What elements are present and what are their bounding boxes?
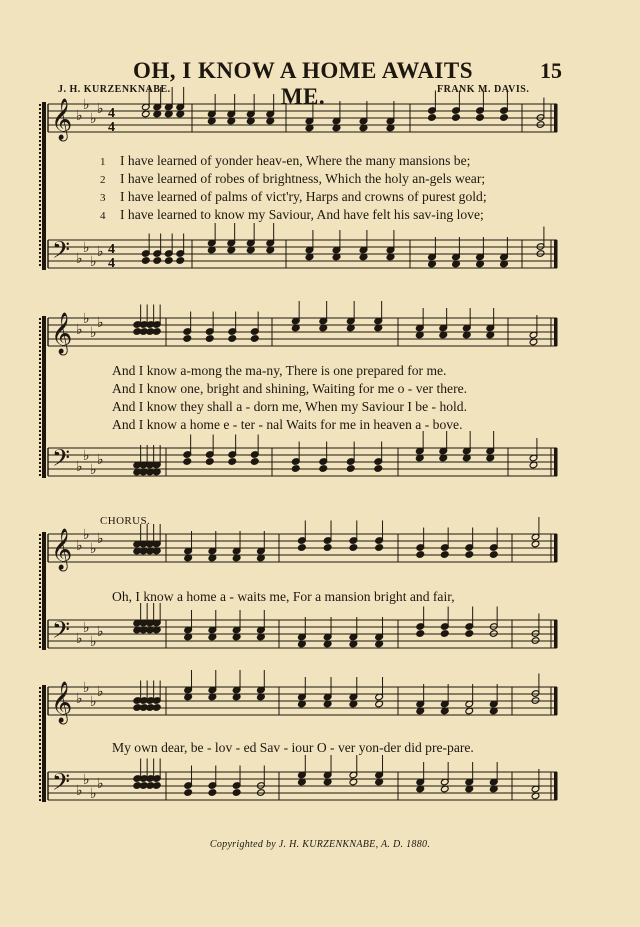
brace-ornament xyxy=(39,386,41,388)
flat-sign-icon: ♭ xyxy=(90,541,97,557)
brace-ornament xyxy=(39,474,41,476)
final-bar-line xyxy=(554,772,558,800)
brace-ornament xyxy=(39,791,41,793)
brace-ornament xyxy=(39,112,41,114)
brace-ornament xyxy=(39,184,41,186)
time-signature: 4 xyxy=(108,120,115,135)
chorus-line: My own dear, be - lov - ed Sav - iour O - ver yon-der did pre-pare. xyxy=(112,740,474,755)
flat-sign-icon: ♭ xyxy=(83,527,90,543)
brace-ornament xyxy=(39,799,41,801)
brace-ornament xyxy=(39,164,41,166)
brace-ornament xyxy=(39,168,41,170)
brace-ornament xyxy=(39,622,41,624)
note-head xyxy=(152,328,161,336)
note-head xyxy=(153,257,162,265)
brace-ornament xyxy=(39,204,41,206)
brace-ornament xyxy=(39,695,41,697)
brace-ornament xyxy=(39,719,41,721)
bass-clef-icon: 𝄢 xyxy=(52,616,71,649)
flat-sign-icon: ♭ xyxy=(97,101,104,117)
note-head xyxy=(465,630,474,638)
system-brace xyxy=(42,102,46,270)
note-head xyxy=(291,465,300,473)
note-head xyxy=(452,114,461,122)
brace-ornament xyxy=(39,342,41,344)
brace-ornament xyxy=(39,458,41,460)
note-head xyxy=(346,465,355,473)
brace-ornament xyxy=(39,156,41,158)
verse-line: And I know one, bright and shining, Waiting for me o - ver there. xyxy=(112,381,468,396)
bass-clef-icon: 𝄢 xyxy=(52,444,71,477)
flat-sign-icon: ♭ xyxy=(83,240,90,256)
note-head xyxy=(349,544,358,552)
time-signature: 4 xyxy=(108,256,115,271)
flat-sign-icon: ♭ xyxy=(76,631,83,647)
flat-sign-icon: ♭ xyxy=(97,684,104,700)
verse-line: And I know a-mong the ma-ny, There is one prepared for me. xyxy=(112,363,447,378)
brace-ornament xyxy=(39,618,41,620)
brace-ornament xyxy=(39,374,41,376)
brace-ornament xyxy=(39,550,41,552)
brace-ornament xyxy=(39,264,41,266)
brace-ornament xyxy=(39,414,41,416)
brace-ornament xyxy=(39,707,41,709)
brace-ornament xyxy=(39,438,41,440)
brace-ornament xyxy=(39,558,41,560)
brace-ornament xyxy=(39,346,41,348)
brace-ornament xyxy=(39,236,41,238)
brace-ornament xyxy=(39,394,41,396)
hymn-title: OH, I KNOW A HOME AWAITS ME. xyxy=(132,58,474,109)
note-head xyxy=(319,465,328,473)
note-head xyxy=(184,789,193,797)
brace-ornament xyxy=(39,546,41,548)
flat-sign-icon: ♭ xyxy=(90,325,97,341)
brace-ornament xyxy=(39,598,41,600)
final-bar-line xyxy=(554,104,558,132)
note-head xyxy=(500,114,509,122)
note-head xyxy=(323,544,332,552)
brace-ornament xyxy=(39,775,41,777)
note-head xyxy=(440,630,449,638)
brace-ornament xyxy=(39,116,41,118)
brace-ornament xyxy=(39,783,41,785)
note-head xyxy=(489,630,498,638)
brace-ornament xyxy=(39,422,41,424)
brace-ornament xyxy=(39,124,41,126)
flat-sign-icon: ♭ xyxy=(76,251,83,267)
brace-ornament xyxy=(39,638,41,640)
note-head xyxy=(152,704,161,712)
brace-ornament xyxy=(39,554,41,556)
brace-ornament xyxy=(39,446,41,448)
brace-ornament xyxy=(39,212,41,214)
brace-ornament xyxy=(39,418,41,420)
brace-ornament xyxy=(39,354,41,356)
treble-clef-icon: 𝄞 xyxy=(51,99,73,140)
brace-ornament xyxy=(39,594,41,596)
final-bar-line xyxy=(554,240,558,268)
brace-ornament xyxy=(39,192,41,194)
flat-sign-icon: ♭ xyxy=(90,786,97,802)
brace-ornament xyxy=(39,362,41,364)
brace-ornament xyxy=(39,200,41,202)
brace-ornament xyxy=(39,132,41,134)
brace-ornament xyxy=(39,715,41,717)
note-head xyxy=(183,335,192,343)
brace-ornament xyxy=(39,450,41,452)
brace-ornament xyxy=(39,703,41,705)
brace-ornament xyxy=(39,148,41,150)
brace-ornament xyxy=(39,366,41,368)
note-head xyxy=(250,458,259,466)
note-head xyxy=(536,121,545,129)
note-head xyxy=(536,250,545,258)
brace-ornament xyxy=(39,562,41,564)
note-head xyxy=(440,551,449,559)
verse-number: 2 xyxy=(100,174,106,186)
note-head xyxy=(141,257,150,265)
note-head xyxy=(416,630,425,638)
flat-sign-icon: ♭ xyxy=(97,531,104,547)
note-head xyxy=(232,789,241,797)
final-bar-line xyxy=(554,534,558,562)
verse-line: I have learned of robes of brightness, Which the holy an-gels wear; xyxy=(120,171,486,186)
brace-ornament xyxy=(39,402,41,404)
brace-ornament xyxy=(39,642,41,644)
note-head xyxy=(476,114,485,122)
brace-ornament xyxy=(39,260,41,262)
brace-ornament xyxy=(39,723,41,725)
note-head xyxy=(250,335,259,343)
brace-ornament xyxy=(39,586,41,588)
flat-sign-icon: ♭ xyxy=(90,462,97,478)
flat-sign-icon: ♭ xyxy=(83,311,90,327)
note-head xyxy=(531,637,540,645)
flat-sign-icon: ♭ xyxy=(90,111,97,127)
brace-ornament xyxy=(39,208,41,210)
brace-ornament xyxy=(39,727,41,729)
brace-ornament xyxy=(39,228,41,230)
brace-ornament xyxy=(39,470,41,472)
brace-ornament xyxy=(39,144,41,146)
verse-number: 3 xyxy=(100,192,106,204)
brace-ornament xyxy=(39,743,41,745)
brace-ornament xyxy=(39,172,41,174)
brace-ornament xyxy=(39,256,41,258)
brace-ornament xyxy=(39,398,41,400)
brace-ornament xyxy=(39,570,41,572)
brace-ornament xyxy=(39,711,41,713)
note-head xyxy=(465,551,474,559)
final-bar-line xyxy=(554,318,558,346)
brace-ornament xyxy=(39,220,41,222)
note-head xyxy=(164,257,173,265)
note-head xyxy=(183,458,192,466)
final-bar-line xyxy=(554,448,558,476)
time-signature: 4 xyxy=(108,106,115,121)
brace-ornament xyxy=(39,699,41,701)
note-head xyxy=(375,544,384,552)
system-brace xyxy=(42,316,46,478)
page-number: 15 xyxy=(540,58,562,83)
brace-ornament xyxy=(39,739,41,741)
chorus-line: Oh, I know a home a - waits me, For a mansion bright and fair, xyxy=(112,589,455,604)
author-credit: FRANK M. DAVIS. xyxy=(437,84,530,95)
brace-ornament xyxy=(39,430,41,432)
verse-line: I have learned to know my Saviour, And have felt his sav-ing love; xyxy=(120,207,484,222)
note-head xyxy=(228,335,237,343)
brace-ornament xyxy=(39,108,41,110)
brace-ornament xyxy=(39,128,41,130)
flat-sign-icon: ♭ xyxy=(97,244,104,260)
flat-sign-icon: ♭ xyxy=(76,691,83,707)
verse-line: And I know a home e - ter - nal Waits for me in heaven a - bove. xyxy=(112,417,463,432)
brace-ornament xyxy=(39,626,41,628)
brace-ornament xyxy=(39,180,41,182)
brace-ornament xyxy=(39,152,41,154)
brace-ornament xyxy=(39,318,41,320)
brace-ornament xyxy=(39,646,41,648)
brace-ornament xyxy=(39,614,41,616)
brace-ornament xyxy=(39,590,41,592)
brace-ornament xyxy=(39,104,41,106)
brace-ornament xyxy=(39,454,41,456)
note-head xyxy=(374,465,383,473)
brace-ornament xyxy=(39,382,41,384)
brace-ornament xyxy=(39,542,41,544)
flat-sign-icon: ♭ xyxy=(90,694,97,710)
flat-sign-icon: ♭ xyxy=(83,680,90,696)
note-head xyxy=(416,551,425,559)
brace-ornament xyxy=(39,358,41,360)
brace-ornament xyxy=(39,747,41,749)
brace-ornament xyxy=(39,434,41,436)
brace-ornament xyxy=(39,216,41,218)
brace-ornament xyxy=(39,771,41,773)
brace-ornament xyxy=(39,248,41,250)
brace-ornament xyxy=(39,252,41,254)
brace-ornament xyxy=(39,735,41,737)
brace-ornament xyxy=(39,779,41,781)
verse-line: I have learned of palms of vict'ry, Harps and crowns of purest gold; xyxy=(120,189,487,204)
brace-ornament xyxy=(39,767,41,769)
flat-sign-icon: ♭ xyxy=(76,538,83,554)
bass-clef-icon: 𝄢 xyxy=(52,768,71,801)
brace-ornament xyxy=(39,244,41,246)
brace-ornament xyxy=(39,787,41,789)
brace-ornament xyxy=(39,582,41,584)
brace-ornament xyxy=(39,120,41,122)
note-head xyxy=(228,458,237,466)
brace-ornament xyxy=(39,755,41,757)
flat-sign-icon: ♭ xyxy=(76,459,83,475)
brace-ornament xyxy=(39,602,41,604)
note-head xyxy=(176,257,185,265)
flat-sign-icon: ♭ xyxy=(76,108,83,124)
brace-ornament xyxy=(39,462,41,464)
brace-ornament xyxy=(39,731,41,733)
brace-ornament xyxy=(39,136,41,138)
brace-ornament xyxy=(39,574,41,576)
note-head xyxy=(489,551,498,559)
final-bar-line xyxy=(554,687,558,715)
note-head xyxy=(205,335,214,343)
brace-ornament xyxy=(39,763,41,765)
brace-ornament xyxy=(39,378,41,380)
brace-ornament xyxy=(39,691,41,693)
brace-ornament xyxy=(39,442,41,444)
note-head xyxy=(152,782,161,790)
final-bar-line xyxy=(554,620,558,648)
brace-ornament xyxy=(39,390,41,392)
brace-ornament xyxy=(39,538,41,540)
brace-ornament xyxy=(39,534,41,536)
flat-sign-icon: ♭ xyxy=(83,620,90,636)
system-brace xyxy=(42,685,46,802)
flat-sign-icon: ♭ xyxy=(97,776,104,792)
brace-ornament xyxy=(39,232,41,234)
brace-ornament xyxy=(39,634,41,636)
brace-ornament xyxy=(39,406,41,408)
flat-sign-icon: ♭ xyxy=(90,634,97,650)
composer-credit: J. H. KURZENKNABE. xyxy=(58,84,171,95)
brace-ornament xyxy=(39,334,41,336)
note-head xyxy=(531,697,540,705)
bass-clef-icon: 𝄢 xyxy=(52,236,71,269)
note-head xyxy=(205,458,214,466)
copyright-notice: Copyrighted by J. H. KURZENKNABE, A. D. 1880. xyxy=(209,839,431,850)
brace-ornament xyxy=(39,196,41,198)
flat-sign-icon: ♭ xyxy=(97,315,104,331)
brace-ornament xyxy=(39,410,41,412)
brace-ornament xyxy=(39,566,41,568)
brace-ornament xyxy=(39,188,41,190)
treble-clef-icon: 𝄞 xyxy=(51,682,73,723)
brace-ornament xyxy=(39,160,41,162)
flat-sign-icon: ♭ xyxy=(97,624,104,640)
brace-ornament xyxy=(39,322,41,324)
flat-sign-icon: ♭ xyxy=(97,452,104,468)
brace-ornament xyxy=(39,326,41,328)
verse-line: And I know they shall a - dorn me, When my Saviour I be - hold. xyxy=(112,399,468,414)
verse-number: 4 xyxy=(100,210,106,222)
verse-line: I have learned of yonder heav-en, Where the many mansions be; xyxy=(120,153,471,168)
time-signature: 4 xyxy=(108,242,115,257)
note-head xyxy=(208,789,217,797)
brace-ornament xyxy=(39,370,41,372)
brace-ornament xyxy=(39,224,41,226)
treble-clef-icon: 𝄞 xyxy=(51,313,73,354)
brace-ornament xyxy=(39,610,41,612)
brace-ornament xyxy=(39,630,41,632)
note-head xyxy=(298,544,307,552)
flat-sign-icon: ♭ xyxy=(83,97,90,113)
flat-sign-icon: ♭ xyxy=(90,254,97,270)
flat-sign-icon: ♭ xyxy=(83,448,90,464)
flat-sign-icon: ♭ xyxy=(76,783,83,799)
note-head xyxy=(257,789,266,797)
brace-ornament xyxy=(39,338,41,340)
brace-ornament xyxy=(39,466,41,468)
brace-ornament xyxy=(39,140,41,142)
brace-ornament xyxy=(39,330,41,332)
chorus-label: CHORUS. xyxy=(100,515,151,527)
system-brace xyxy=(42,532,46,650)
brace-ornament xyxy=(39,751,41,753)
brace-ornament xyxy=(39,759,41,761)
brace-ornament xyxy=(39,240,41,242)
flat-sign-icon: ♭ xyxy=(83,772,90,788)
note-head xyxy=(428,114,437,122)
brace-ornament xyxy=(39,606,41,608)
brace-ornament xyxy=(39,426,41,428)
brace-ornament xyxy=(39,350,41,352)
brace-ornament xyxy=(39,687,41,689)
brace-ornament xyxy=(39,578,41,580)
verse-number: 1 xyxy=(100,156,106,168)
brace-ornament xyxy=(39,795,41,797)
flat-sign-icon: ♭ xyxy=(76,322,83,338)
treble-clef-icon: 𝄞 xyxy=(51,529,73,570)
brace-ornament xyxy=(39,176,41,178)
